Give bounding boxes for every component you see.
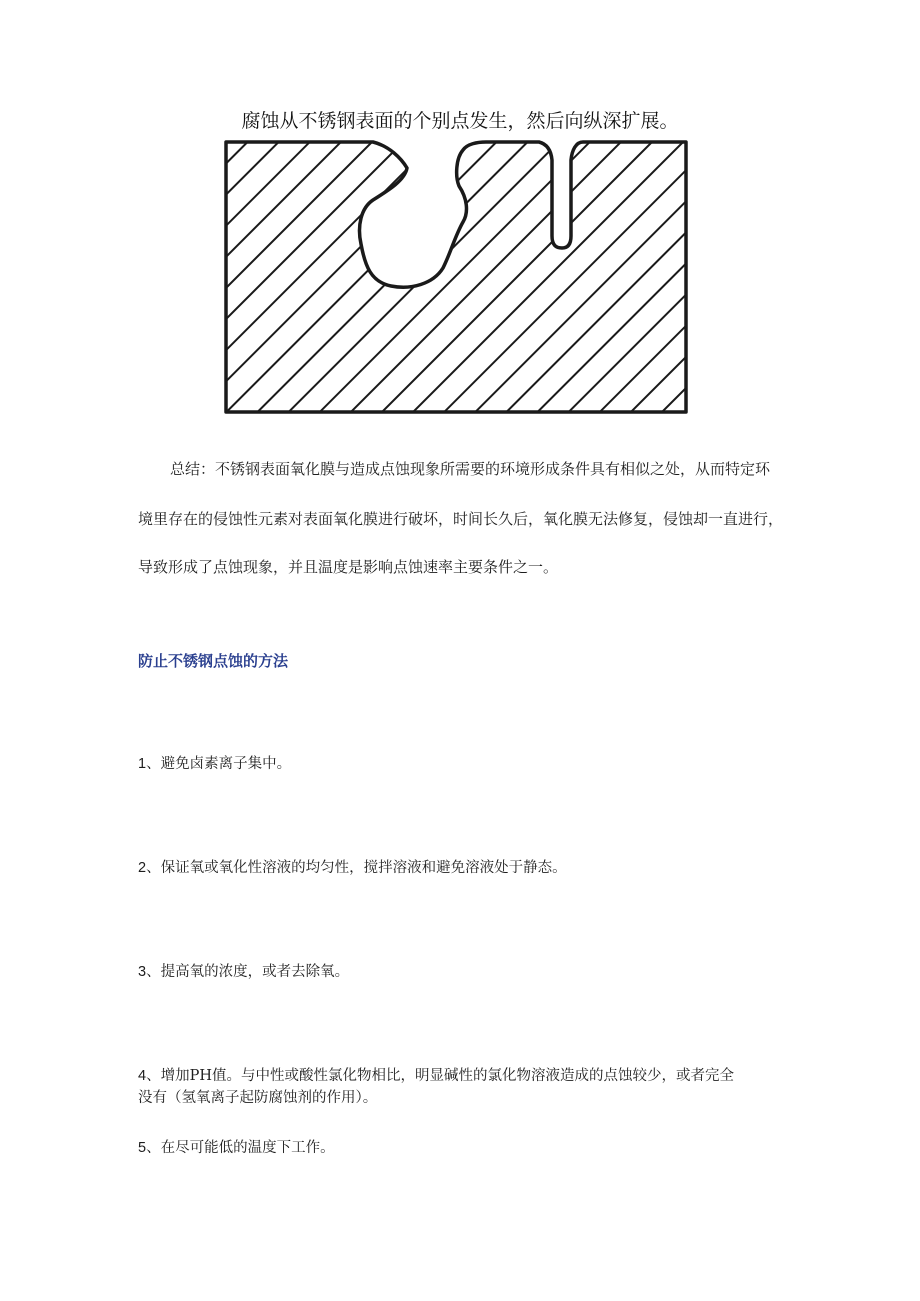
list-item bbox=[138, 1064, 734, 1085]
figure-caption: 腐蚀从不锈钢表面的个别点发生，然后向纵深扩展。 bbox=[241, 110, 679, 132]
pitting-corrosion-diagram bbox=[221, 136, 699, 432]
list-item-text: 增加PH值。与中性或酸性氯化物相比，明显碱性的氯化物溶液造成的点蚀较少，或者完全 bbox=[160, 1068, 734, 1084]
list-item-number: 4、 bbox=[138, 1068, 161, 1084]
list-item bbox=[138, 1136, 335, 1157]
list-item-text: 在尽可能低的温度下工作。 bbox=[160, 1140, 335, 1156]
summary-line-3: 导致形成了点蚀现象，并且温度是影响点蚀速率主要条件之一。 bbox=[138, 558, 559, 576]
list-item bbox=[138, 752, 291, 773]
summary-line-2: 境里存在的侵蚀性元素对表面氧化膜进行破坏，时间长久后，氧化膜无法修复，侵蚀却一直进行， bbox=[138, 510, 784, 528]
list-item bbox=[138, 856, 567, 877]
list-item bbox=[138, 960, 349, 981]
list-item-number: 2、 bbox=[138, 860, 161, 876]
section-heading: 防止不锈钢点蚀的方法 bbox=[138, 652, 289, 670]
list-item-continuation: 没有（氢氧离子起防腐蚀剂的作用）。 bbox=[138, 1090, 378, 1106]
summary-line-1: 总结：不锈钢表面氧化膜与造成点蚀现象所需要的环境形成条件具有相似之处，从而特定环 bbox=[170, 460, 771, 478]
list-item-text: 保证氧或氧化性溶液的均匀性，搅拌溶液和避免溶液处于静态。 bbox=[160, 860, 567, 876]
list-item-number: 3、 bbox=[138, 964, 161, 980]
steel-cross-section bbox=[226, 142, 686, 412]
list-item-text: 提高氧的浓度，或者去除氧。 bbox=[160, 964, 350, 980]
list-item-number: 5、 bbox=[138, 1140, 161, 1156]
list-item-text: 避免卤素离子集中。 bbox=[160, 756, 292, 772]
list-item-number: 1、 bbox=[138, 756, 161, 772]
